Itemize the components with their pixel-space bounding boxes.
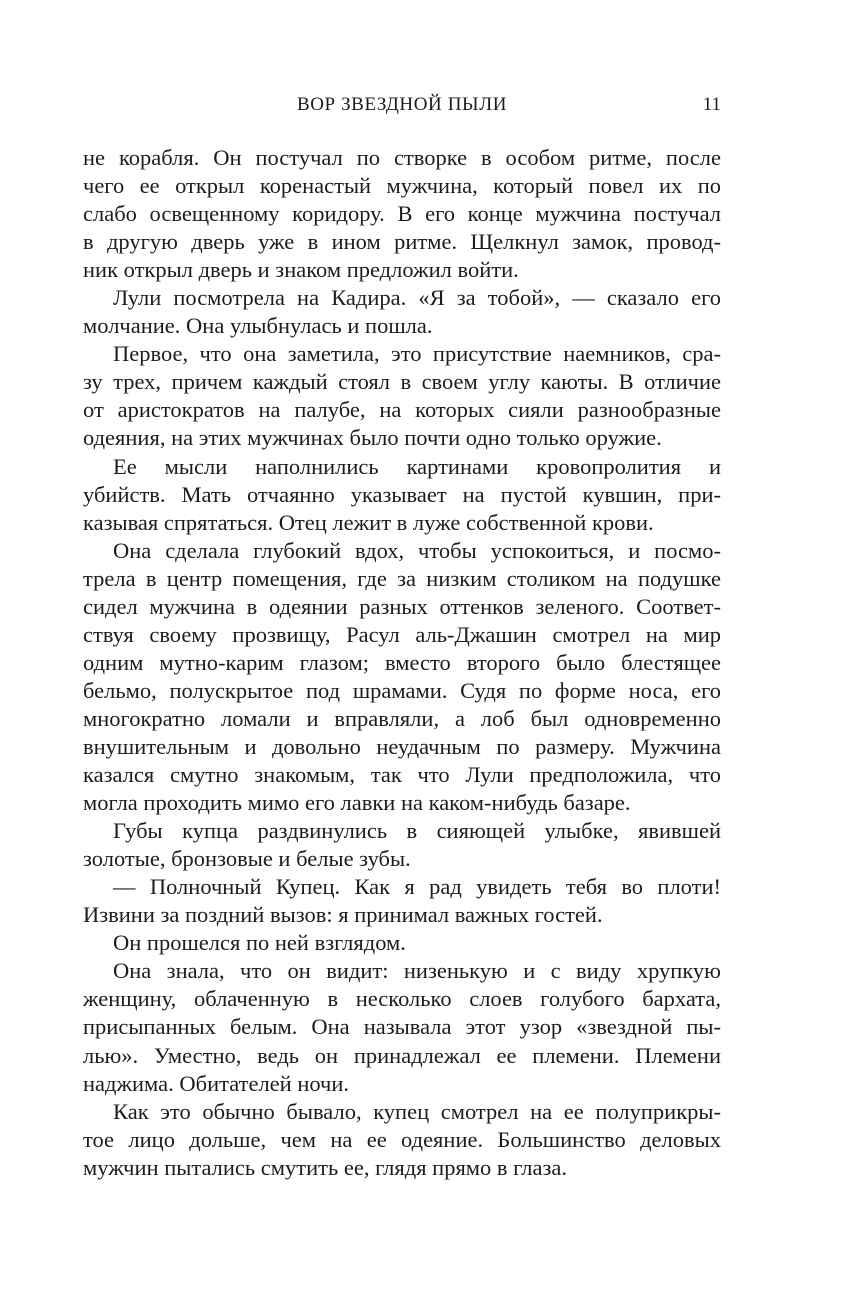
text-line (83, 284, 721, 312)
text-line (83, 873, 721, 901)
line-text: слабо освещенному коридору. В его конце мужчина постучал (83, 201, 721, 227)
text-line (83, 817, 721, 845)
paragraph (83, 144, 721, 284)
text-line (83, 1013, 721, 1041)
line-text: Она знала, что он видит: низенькую и с виду хрупкую (113, 958, 721, 984)
paragraph (83, 817, 721, 873)
text-line (83, 649, 721, 677)
text-line (83, 537, 721, 565)
line-text: Как это обычно бывало, купец смотрел на ее полуприкры- (113, 1098, 721, 1124)
line-text: Извини за поздний вызов: я принимал важных гостей. (83, 902, 603, 928)
line-text: молчание. Она улыбнулась и пошла. (83, 313, 433, 339)
text-line (83, 621, 721, 649)
line-text: не корабля. Он постучал по створке в особом ритме, после (83, 145, 721, 170)
running-head (83, 90, 721, 120)
line-text: тое лицо дольше, чем на ее одеяние. Большинство деловых (83, 1126, 721, 1152)
text-line (83, 172, 721, 200)
line-text: сидел мужчина в одеянии разных оттенков зеленого. Соответ- (83, 593, 721, 619)
text-line (83, 424, 721, 452)
line-text: многократно ломали и вправляли, а лоб был одновременно (83, 705, 721, 731)
paragraph (83, 873, 721, 929)
line-text: могла проходить мимо его лавки на каком-нибудь базаре. (83, 790, 631, 816)
line-text: одеяния, на этих мужчинах было почти одно только оружие. (83, 425, 662, 451)
line-text: золотые, бронзовые и белые зубы. (83, 846, 411, 872)
line-text: лью». Уместно, ведь он принадлежал ее племени. Племени (83, 1042, 721, 1068)
line-text: Первое, что она заметила, это присутствие наемников, сра- (113, 341, 721, 367)
text-line (83, 228, 721, 256)
paragraph (83, 284, 721, 340)
line-text: Губы купца раздвинулись в сияющей улыбке, явившей (113, 818, 721, 844)
text-line (83, 957, 721, 985)
line-text: убийств. Мать отчаянно указывает на пустой кувшин, при- (83, 481, 721, 507)
line-text: внушительным и довольно неудачным по размеру. Мужчина (83, 733, 721, 759)
line-text: — Полночный Купец. Как я рад увидеть тебя во плоти! (113, 874, 721, 900)
paragraph (83, 1098, 721, 1182)
text-line (83, 453, 721, 481)
page-number: 11 (702, 94, 721, 115)
line-text: присыпанных белым. Она называла этот узор «звездной пы- (83, 1014, 721, 1040)
text-line (83, 340, 721, 368)
text-line (83, 1070, 721, 1098)
line-text: Она сделала глубокий вдох, чтобы успокоиться, и посмо- (113, 537, 721, 563)
text-line (83, 985, 721, 1013)
text-line (83, 509, 721, 537)
paragraph (83, 340, 721, 452)
text-line (83, 1042, 721, 1070)
line-text: ник открыл дверь и знаком предложил войти. (83, 257, 519, 283)
text-line (83, 929, 721, 957)
text-line (83, 481, 721, 509)
paragraph (83, 957, 721, 1097)
text-line (83, 312, 721, 340)
line-text: женщину, облаченную в несколько слоев голубого бархата, (83, 986, 721, 1012)
text-line (83, 901, 721, 929)
line-text: зу трех, причем каждый стоял в своем углу каюты. В отличие (83, 369, 721, 395)
line-text: казался смутно знакомым, так что Лули предположила, что (83, 762, 721, 788)
running-title: ВОР ЗВЕЗДНОЙ ПЫЛИ (296, 94, 508, 115)
paragraph (83, 929, 721, 957)
text-line (83, 705, 721, 733)
text-line (83, 396, 721, 424)
paragraph (83, 537, 721, 817)
text-line (83, 593, 721, 621)
text-line (83, 1098, 721, 1126)
line-text: казывая спрятаться. Отец лежит в луже собственной крови. (83, 509, 654, 535)
text-line (83, 565, 721, 593)
line-text: в другую дверь уже в ином ритме. Щелкнул замок, провод- (83, 229, 721, 255)
line-text: Ее мысли наполнились картинами кровопролития и (113, 453, 721, 479)
text-line (83, 677, 721, 705)
paragraph (83, 453, 721, 537)
line-text: ствуя своему прозвищу, Расул аль-Джашин смотрел на мир (83, 621, 721, 647)
text-line (83, 845, 721, 873)
line-text: бельмо, полускрытое под шрамами. Судя по форме носа, его (83, 677, 721, 703)
text-line (83, 368, 721, 396)
line-text: Он прошелся по ней взглядом. (113, 930, 406, 956)
line-text: от аристократов на палубе, на которых сияли разнообразные (83, 397, 721, 423)
text-line (83, 789, 721, 817)
text-line (83, 256, 721, 284)
line-text: мужчин пытались смутить ее, глядя прямо в глаза. (83, 1154, 567, 1180)
line-text: трела в центр помещения, где за низким столиком на подушке (83, 565, 721, 591)
text-line (83, 144, 721, 172)
text-line (83, 1126, 721, 1154)
line-text: одним мутно-карим глазом; вместо второго было блестящее (83, 649, 721, 675)
body-text (83, 144, 721, 1182)
text-line (83, 1154, 721, 1182)
text-line (83, 733, 721, 761)
text-line (83, 761, 721, 789)
text-line (83, 200, 721, 228)
line-text: наджима. Обитателей ночи. (83, 1070, 350, 1096)
line-text: Лули посмотрела на Кадира. «Я за тобой», — сказало его (113, 285, 721, 311)
line-text: чего ее открыл коренастый мужчина, который повел их по (83, 173, 721, 199)
